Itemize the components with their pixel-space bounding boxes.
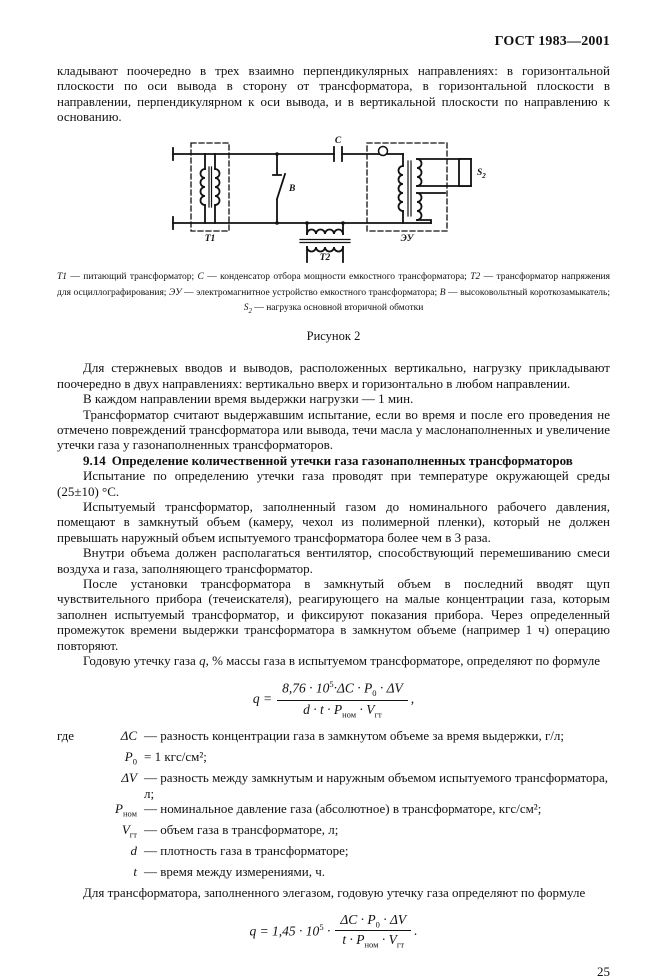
formula-tail: , (410, 691, 415, 707)
where-row (57, 749, 610, 770)
figure-block (57, 133, 610, 345)
where-desc: — объем газа в трансформаторе, л; (144, 822, 339, 838)
where-desc: — разность между замкнутым и наружным объемом испытуемого трансформатора, л; (144, 770, 609, 801)
where-term: t (133, 864, 137, 880)
denominator: $d \cdot t \cdot P_{ном} \cdot V_{гт}$ (303, 701, 382, 720)
section-heading (57, 453, 610, 468)
load-resistor-symbol (417, 159, 471, 186)
paragraph-rod-leads: Для стержневых вводов и выводов, расположенных вертикально, нагрузку прикладывают поочередно в двух направлениях: вертикально вверх и горизонтально в любом направлении. (57, 360, 610, 391)
paragraph-hold-time: В каждом направлении время выдержки нагрузки — 1 мин. (83, 391, 414, 407)
where-term: $P_{ном}$ (115, 801, 137, 819)
where-term: $V_{гт}$ (121, 822, 137, 840)
fraction (277, 679, 408, 719)
caption-segment: Т1 — питающий трансформатор; (57, 271, 198, 282)
fraction (335, 912, 411, 950)
where-row (57, 770, 610, 801)
where-desc: — время между измерениями, ч. (144, 864, 325, 880)
paragraph-pass-criteria: Трансформатор считают выдержавшим испытание, если во время и после его проведения не отмечено повреждений трансформатора или вывода, течи масла у маслонаполненных и увеличение утечки газа у газонаполненных трансформаторов. (57, 406, 610, 453)
transformer-t1-symbol (191, 143, 229, 231)
where-desc: — номинальное давление газа (абсолютное) в трансформаторе, кгс/см²; (144, 801, 542, 817)
where-desc: — плотность газа в трансформаторе; (144, 843, 349, 859)
where-desc: — разность концентрации газа в замкнутом объеме за время выдержки, г/л; (144, 728, 564, 744)
paragraph-annual-leak: Годовую утечку газа q, % массы газа в испытуемом трансформаторе, определяют по формуле (83, 653, 601, 669)
section-number: 9.14 (83, 452, 106, 468)
formula-lhs: q = (252, 691, 273, 707)
caption-segment: $S_2$ — нагрузка основной вторичной обмотки (243, 303, 424, 316)
where-row (57, 864, 610, 885)
page-number: 25 (597, 963, 610, 979)
caption-segment: С — конденсатор отбора мощности емкостного трансформатора; (197, 271, 471, 282)
figure-caption (57, 271, 610, 319)
caption-desc: — трансформатор напряжения для осциллографирования; (57, 271, 611, 298)
caption-desc: — питающий трансформатор; (67, 271, 198, 282)
where-row (57, 801, 610, 822)
where-term: $P_0$ (124, 749, 137, 767)
where-desc: = 1 кгс/см²; (144, 749, 207, 765)
formula-sf6-leak (57, 912, 610, 950)
paragraph-enclosure: Испытуемый трансформатор, заполненный газом до номинального рабочего давления, помещают в замкнутый объем (камеру, чехол из полимерной пленки), который не должен превышать наружный объем испытуемого трансформатора более чем в 3 раза. (57, 498, 610, 545)
label-switch-v: В (289, 183, 296, 194)
where-term: d (130, 843, 137, 859)
label-capacitor-c: С (334, 135, 342, 146)
numerator: $8,76 \cdot 10^5\cdot\Delta C \cdot P_0 \cdot \Delta V$ (277, 679, 408, 700)
paragraph-fan: Внутри объема должен располагаться вентилятор, способствующий перемешиванию смеси воздуха и газа, заполняющего трансформатор. (57, 545, 610, 576)
figure-label: Рисунок 2 (306, 329, 361, 344)
paragraph-probe: После установки трансформатора в замкнутый объем в последний вводят щуп чувствительного прибора (течеискателя), реагирующего на малые концентрации газа, которым заполнен испытуемый трансформатор, и фиксируют показания прибора. Через определенный промежуток времени выдержки трансформатора в замкнутом объеме (например 1 ч) операцию повторяют. (57, 575, 610, 653)
where-list (57, 728, 610, 885)
electromagnetic-unit-symbol (367, 143, 447, 231)
caption-desc: — конденсатор отбора мощности емкостного трансформатора; (203, 271, 471, 282)
where-term: ΔV (121, 770, 137, 786)
formula-lhs: $q = 1,45 \cdot 10^5$ · (249, 921, 331, 939)
switch-symbol (273, 152, 285, 225)
capacitor-symbol (334, 147, 342, 161)
paragraph-sf6: Для трансформатора, заполненного элегазом, годовую утечку газа определяют по формуле (83, 885, 586, 901)
where-row (57, 843, 610, 864)
numerator: $\Delta C \cdot P_0 \cdot \Delta V$ (335, 912, 411, 932)
caption-desc: — нагрузка основной вторичной обмотки (251, 303, 424, 314)
paragraph-test-temp: Испытание по определению утечки газа проводят при температуре окружающей среды (25±10) °С. (57, 468, 610, 499)
formula-tail: . (414, 922, 418, 938)
where-term: ΔC (120, 728, 137, 744)
caption-desc: — электромагнитное устройство емкостного трансформатора; (181, 287, 440, 298)
caption-segment: В — высоковольтный короткозамыкатель; (439, 287, 611, 298)
gost-header: ГОСТ 1983—2001 (494, 34, 610, 49)
label-eu: ЭУ (400, 233, 414, 244)
formula-annual-leak (57, 679, 610, 719)
denominator: $t \cdot P_{ном} \cdot V_{гт}$ (342, 932, 405, 950)
caption-segment: Т2 — трансформатор напряжения для осциллографирования; (57, 271, 611, 298)
caption-desc: — высоковольтный короткозамыкатель; (445, 287, 611, 298)
intro-paragraph: кладывают поочередно в трех взаимно перпендикулярных направлениях: в горизонтальной плоскости по оси вывода в сторону от трансформатора, в горизонтальной плоскости в направлении, перпендикулярном к оси вывода, и в вертикальной плоскости по направлению к основанию. (57, 63, 610, 125)
caption-segment: ЭУ — электромагнитное устройство емкостного трансформатора; (169, 287, 440, 298)
section-title-text: Определение количественной утечки газа газонаполненных трансформаторов (111, 452, 573, 468)
where-row (57, 822, 610, 843)
label-t1: Т1 (204, 233, 216, 244)
label-s2: $S_2$ (477, 167, 486, 180)
where-row: где ΔC — разность концентрации газа в замкнутом объеме за время выдержки, г/л; (57, 728, 610, 749)
label-t2: Т2 (319, 252, 331, 263)
circuit-diagram (155, 133, 525, 268)
